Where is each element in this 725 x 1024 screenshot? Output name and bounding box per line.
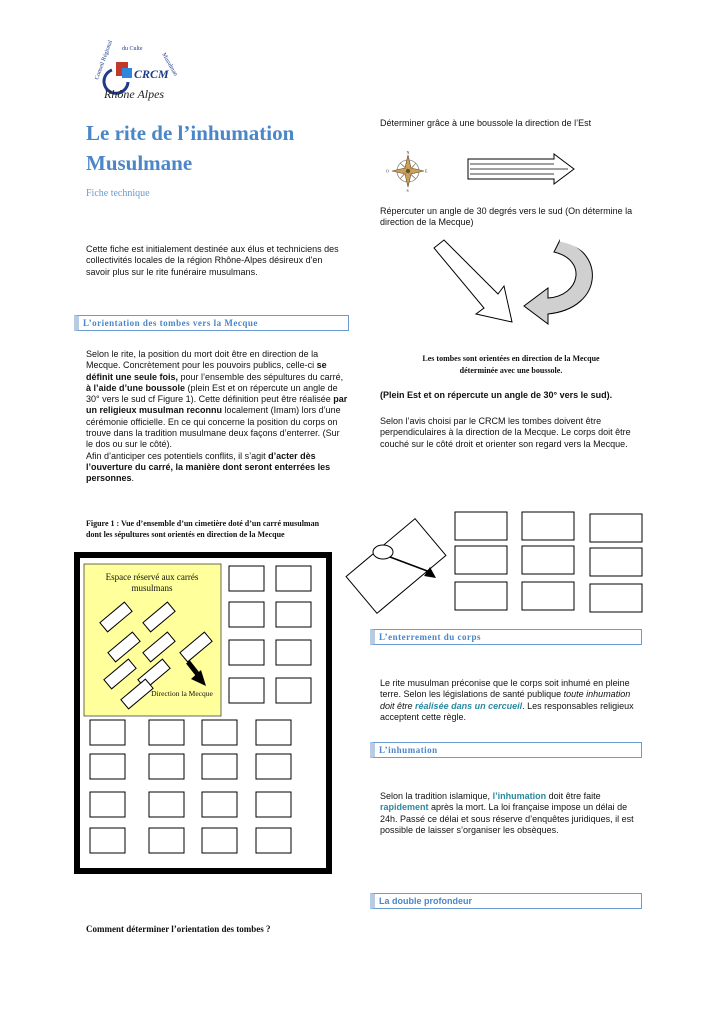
orientation-text-4: localement (Imam) lors d’une cérémonie officielle. En ce qui concerne la position du corps on trouve dans la tradition musulmane deux façons d’enterrer. (Sur le dos ou sur le côté). (86, 405, 341, 450)
curved-arrow (524, 240, 592, 324)
grave (256, 754, 291, 779)
enterrement-text-5: . Les responsables religieux acceptent cette règle. (380, 700, 634, 722)
logo-abbr: CRCM (134, 67, 169, 81)
perpendicular-svg (340, 508, 645, 620)
figure1-caption-line1: Figure 1 : Vue d’ensemble d’un cimetière doté d’un carré musulman (86, 519, 320, 528)
logo-arc-left: Conseil Régional (94, 40, 115, 81)
grave (455, 512, 507, 540)
grave (202, 792, 237, 817)
grave (229, 566, 264, 591)
crcm-text: Selon l’avis choisi par le CRCM les tombes doivent être perpendiculaires à la direction de la Mecque. Le corps doit être couché sur le côté droit et orienter son regard vers la Mecque. (380, 416, 631, 449)
inhumation-text-1: Selon la tradition islamique, (380, 791, 491, 801)
section-bar-orientation (74, 315, 349, 331)
crcm-logo (92, 40, 192, 106)
orientation-text-2: pour l’ensemble des sépultures du carré, (180, 371, 344, 382)
step2-text: Répercuter un angle de 30 degrés vers le sud (On détermine la direction de la Mecque) (380, 206, 633, 228)
grave (522, 512, 574, 540)
grave (90, 754, 125, 779)
section-heading-enterrement: L’enterrement du corps (379, 632, 481, 642)
grave (455, 546, 507, 574)
compass-svg (378, 150, 578, 192)
compass-n: N (406, 150, 410, 155)
figure1-caption (86, 518, 356, 540)
orientation-paragraph (86, 349, 348, 485)
enterrement-italic: toute inhumation doit être (380, 689, 631, 711)
inhumation-text-5: après la mort. La loi française impose un délai de 24h. Passé ce délai et sous réserve d’enquêtes juridiques, il est possible de laisser s’organiser les obsèques. (380, 802, 634, 835)
angle-svg (430, 238, 610, 338)
grave (229, 640, 264, 665)
grave (590, 514, 642, 542)
logo-arc-right: Musulman (160, 52, 179, 78)
inhumation-text (380, 791, 642, 836)
grave (149, 792, 184, 817)
enterrement-text-2: . Selon les législations de santé publique (398, 689, 562, 700)
orientation-text-3: (plein Est et on répercute un angle de 30° vers le sud cf Figure 1). Cette définition peut être réalisée (86, 382, 338, 405)
logo-graphic (92, 40, 192, 106)
cemetery-diagram (74, 552, 332, 874)
section-bar-inhumation (370, 742, 642, 758)
compass-rose-icon (386, 150, 428, 192)
inhumation-text-3: doit être faite (548, 791, 601, 801)
grave (276, 602, 311, 627)
grave (202, 720, 237, 745)
orientation-caption-2: déterminée avec une boussole. (459, 366, 563, 375)
grave (522, 546, 574, 574)
orientation-bold-5: d’acter dès l’ouverture du carré, la manière dont seront enterrées les personnes (86, 450, 331, 484)
compass-e: E (425, 168, 428, 174)
page-subtitle: Fiche technique (86, 188, 150, 199)
rotated-grave (346, 519, 446, 614)
grave (590, 548, 642, 576)
grave (202, 828, 237, 853)
section-bar-double (370, 893, 642, 909)
enterrement-teal: réalisée dans un cercueil (415, 700, 523, 711)
orientation-text-1: Selon le rite, la position du mort doit être en direction de la Mecque. Concrètement pour les pouvoirs publics, celle-ci (86, 349, 319, 371)
body-head (373, 545, 393, 559)
grave (202, 754, 237, 779)
orientation-text-end: . (131, 473, 135, 484)
grave (149, 754, 184, 779)
grave (256, 720, 291, 745)
logo-arc-top: du Culte (122, 46, 143, 52)
inhumation-teal-1: l’inhumation (492, 791, 547, 801)
section-heading-inhumation: L’inhumation (379, 745, 438, 755)
step1-text: Déterminer grâce à une boussole la direction de l’Est (380, 118, 592, 128)
section-bar-enterrement (370, 629, 642, 645)
grave (455, 582, 507, 610)
compass-o: O (386, 168, 389, 174)
section-heading-orientation: L’orientation des tombes vers la Mecque (83, 318, 258, 328)
direction-label: Direction la Mecque (151, 689, 213, 698)
diagonal-arrow (434, 240, 512, 322)
perpendicular-diagram (340, 508, 645, 620)
grave (256, 828, 291, 853)
orientation-text-5: Afin d’anticiper ces potentiels conflits, il s’agit (86, 450, 266, 461)
orientation-bold-2: à l’aide d’une boussole (86, 382, 186, 393)
grave (229, 678, 264, 703)
grave (229, 602, 264, 627)
orientation-bold-3: par un religieux musulman reconnu (86, 394, 348, 416)
bold-note: (Plein Est et on répercute un angle de 30° vers le sud). (380, 390, 613, 400)
reserved-label-1: Espace réservé aux carrés (105, 572, 199, 582)
grave (256, 792, 291, 817)
grave (90, 828, 125, 853)
grave (149, 828, 184, 853)
compass-s: S (406, 188, 409, 192)
compass-figure (378, 150, 578, 192)
grave (276, 566, 311, 591)
figure1-caption-line2: dont les sépultures sont orientés en direction de la Mecque (86, 530, 285, 539)
enterrement-text-1: Le rite musulman préconise que le corps soit inhumé en pleine terre (380, 678, 630, 700)
grave (276, 640, 311, 665)
grave (590, 584, 642, 612)
grave (149, 720, 184, 745)
logo-blue-square (122, 68, 132, 78)
orientation-caption (380, 353, 642, 377)
grave (276, 678, 311, 703)
orientation-caption-1: Les tombes sont orientées en direction de la Mecque (422, 354, 600, 363)
grave (522, 582, 574, 610)
intro-text: Cette fiche est initialement destinée aux élus et techniciens des collectivités locales de la région Rhône-Alpes désireux d'en savoir plus sur le rite funéraire musulmans. (86, 244, 339, 277)
angle-figure (430, 238, 610, 338)
orientation-bold-1: se définit une seule fois, (86, 360, 327, 382)
cemetery-svg (74, 552, 332, 874)
section-heading-double: La double profondeur (379, 896, 472, 906)
perp-graves (455, 512, 642, 612)
grave (90, 720, 125, 745)
orientation-question: Comment déterminer l’orientation des tombes ? (86, 924, 271, 934)
logo-region: Rhône Alpes (104, 87, 165, 101)
enterrement-text (380, 678, 642, 723)
reserved-label-2: musulmans (131, 583, 173, 593)
inhumation-teal-2: rapidement (380, 802, 429, 813)
grave (90, 792, 125, 817)
page-title: Le rite de l’inhumation Musulmane (86, 121, 295, 175)
